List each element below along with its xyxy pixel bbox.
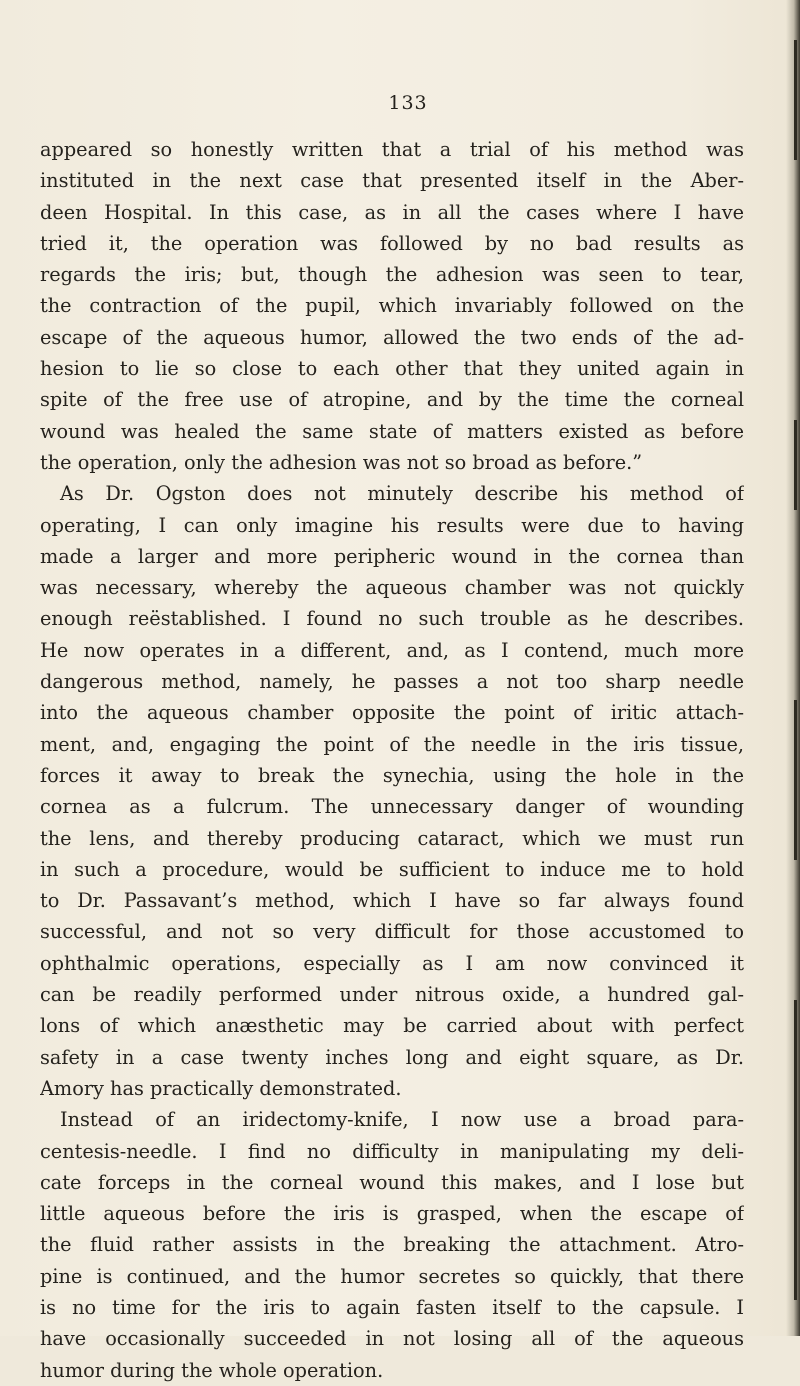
page-number: 133	[388, 92, 428, 114]
text-line: tried it, the operation was followed by no bad results as	[40, 231, 744, 255]
text-line: ophthalmic operations, especially as I am now convinced it	[40, 951, 744, 975]
text-line: operating, I can only imagine his results were due to having	[40, 513, 744, 537]
text-line: safety in a case twenty inches long and eight square, as Dr.	[40, 1045, 744, 1069]
page-edge-mark	[794, 1000, 797, 1300]
text-line: can be readily performed under nitrous oxide, a hundred gal-	[40, 983, 744, 1007]
text-line: hesion to lie so close to each other that they united again in	[40, 357, 744, 381]
text-line: appeared so honestly written that a trial of his method was	[40, 138, 744, 161]
text-line: have occasionally succeeded in not losing all of the aqueous	[40, 1327, 744, 1351]
text-line: cornea as a fulcrum. The unnecessary danger of wounding	[40, 795, 744, 819]
text-line: the operation, only the adhesion was not so broad as before.”	[40, 450, 643, 474]
text-line: spite of the free use of atropine, and by the time the corneal	[40, 388, 744, 412]
text-line: wound was healed the same state of matters existed as before	[40, 419, 744, 443]
text-line: enough reëstablished. I found no such trouble as he describes.	[40, 607, 744, 631]
page-edge-mark	[794, 40, 797, 160]
text-line: was necessary, whereby the aqueous chamber was not quickly	[40, 576, 744, 600]
text-line: As Dr. Ogston does not minutely describe his method of	[60, 482, 744, 506]
text-line: little aqueous before the iris is grasped, when the escape of	[40, 1202, 744, 1226]
text-line: the lens, and thereby producing cataract, which we must run	[40, 826, 744, 850]
text-line: the contraction of the pupil, which invariably followed on the	[40, 294, 744, 318]
body-text	[40, 134, 744, 1386]
text-line: deen Hospital. In this case, as in all the cases where I have	[40, 200, 744, 224]
text-line: is no time for the iris to again fasten itself to the capsule. I	[40, 1295, 744, 1319]
text-line: Amory has practically demonstrated.	[40, 1076, 402, 1100]
text-line: instituted in the next case that presented itself in the Aber-	[40, 169, 744, 193]
text-line: humor during the whole operation.	[40, 1358, 384, 1382]
page-edge-shadow	[786, 0, 800, 1336]
page-edge-mark	[794, 420, 797, 510]
text-line: Instead of an iridectomy-knife, I now use a broad para-	[60, 1108, 744, 1132]
text-line: lons of which anæsthetic may be carried about with perfect	[40, 1014, 744, 1038]
text-line: successful, and not so very difficult for those accustomed to	[40, 920, 744, 944]
text-line: pine is continued, and the humor secretes so quickly, that there	[40, 1264, 744, 1288]
text-line: He now operates in a different, and, as I contend, much more	[40, 638, 744, 662]
text-line: ment, and, engaging the point of the needle in the iris tissue,	[40, 732, 744, 756]
text-line: centesis-needle. I find no difficulty in manipulating my deli-	[40, 1139, 744, 1163]
text-line: cate forceps in the corneal wound this makes, and I lose but	[40, 1170, 744, 1194]
text-line: into the aqueous chamber opposite the point of iritic attach-	[40, 701, 744, 725]
text-line: dangerous method, namely, he passes a not too sharp needle	[40, 670, 744, 694]
page-edge-mark	[794, 700, 797, 860]
text-line: escape of the aqueous humor, allowed the two ends of the ad-	[40, 325, 744, 349]
text-line: made a larger and more peripheric wound in the cornea than	[40, 544, 744, 568]
text-line: forces it away to break the synechia, using the hole in the	[40, 763, 744, 787]
text-line: in such a procedure, would be sufficient to induce me to hold	[40, 857, 744, 881]
text-line: the fluid rather assists in the breaking the attachment. Atro-	[40, 1233, 744, 1257]
text-line: regards the iris; but, though the adhesion was seen to tear,	[40, 263, 744, 287]
text-line: to Dr. Passavant’s method, which I have so far always found	[40, 889, 744, 913]
